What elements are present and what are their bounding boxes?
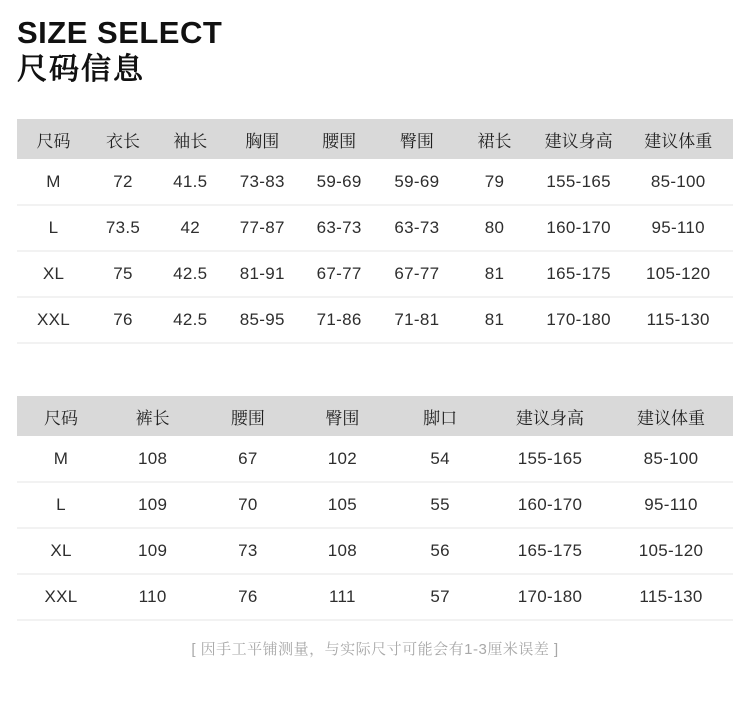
column-header: 建议体重 (609, 396, 733, 436)
table-row (17, 251, 733, 297)
table-cell: 155-165 (491, 436, 609, 482)
table-cell: 81-91 (225, 251, 300, 297)
table-cell: 73.5 (90, 205, 156, 251)
column-header: 建议体重 (623, 119, 733, 159)
column-header: 建议身高 (534, 119, 624, 159)
table-row (17, 205, 733, 251)
table-cell: 81 (455, 297, 534, 343)
table-cell: 105-120 (623, 251, 733, 297)
table-cell: 70 (200, 482, 295, 528)
table-row (17, 574, 733, 620)
table-row (17, 297, 733, 343)
table-cell: XL (17, 528, 105, 574)
table-cell: 95-110 (609, 482, 733, 528)
table-cell: 73-83 (225, 159, 300, 205)
table-header-row (17, 119, 733, 159)
table-cell: 63-73 (379, 205, 456, 251)
table-cell: 67-77 (300, 251, 379, 297)
table-cell: 155-165 (534, 159, 624, 205)
table-cell: 160-170 (491, 482, 609, 528)
table-cell: 42.5 (156, 251, 225, 297)
column-header: 臀围 (296, 396, 390, 436)
table-cell: 109 (105, 528, 200, 574)
table-cell: 75 (90, 251, 156, 297)
table-cell: 42 (156, 205, 225, 251)
page-title-en: SIZE SELECT (17, 15, 223, 50)
table-cell: 67 (200, 436, 295, 482)
tops-size-table (17, 119, 733, 344)
table-cell: 72 (90, 159, 156, 205)
table-cell: 77-87 (225, 205, 300, 251)
table-cell: 42.5 (156, 297, 225, 343)
table-cell: 59-69 (379, 159, 456, 205)
table-cell: 109 (105, 482, 200, 528)
table-cell: 170-180 (491, 574, 609, 620)
table-cell: 79 (455, 159, 534, 205)
column-header: 裙长 (455, 119, 534, 159)
table-cell: 160-170 (534, 205, 624, 251)
table-cell: 41.5 (156, 159, 225, 205)
table-cell: 165-175 (534, 251, 624, 297)
table-cell: 54 (389, 436, 491, 482)
table-cell: 110 (105, 574, 200, 620)
table-row (17, 482, 733, 528)
column-header: 尺码 (17, 119, 90, 159)
table-cell: 108 (105, 436, 200, 482)
table-cell: 111 (296, 574, 390, 620)
table-cell: XL (17, 251, 90, 297)
table-cell: 105-120 (609, 528, 733, 574)
table-header-row (17, 396, 733, 436)
column-header: 胸围 (225, 119, 300, 159)
table-cell: 85-100 (623, 159, 733, 205)
table-cell: 115-130 (623, 297, 733, 343)
table-cell: 59-69 (300, 159, 379, 205)
column-header: 衣长 (90, 119, 156, 159)
table-cell: 108 (296, 528, 390, 574)
table-cell: 85-95 (225, 297, 300, 343)
table-cell: 71-86 (300, 297, 379, 343)
column-header: 尺码 (17, 396, 105, 436)
page-title-zh: 尺码信息 (17, 53, 145, 87)
table-cell: 55 (389, 482, 491, 528)
table-cell: 85-100 (609, 436, 733, 482)
table-cell: M (17, 159, 90, 205)
table-row (17, 528, 733, 574)
table-cell: 80 (455, 205, 534, 251)
table-cell: 115-130 (609, 574, 733, 620)
table-cell: 170-180 (534, 297, 624, 343)
column-header: 腰围 (300, 119, 379, 159)
column-header: 臀围 (379, 119, 456, 159)
column-header: 裤长 (105, 396, 200, 436)
table-row (17, 436, 733, 482)
pants-size-table (17, 396, 733, 621)
table-cell: 71-81 (379, 297, 456, 343)
table-cell: 105 (296, 482, 390, 528)
table-cell: 102 (296, 436, 390, 482)
page-header (17, 16, 733, 86)
column-header: 建议身高 (491, 396, 609, 436)
table-cell: 95-110 (623, 205, 733, 251)
column-header: 脚口 (389, 396, 491, 436)
table-cell: 57 (389, 574, 491, 620)
table-row (17, 159, 733, 205)
measurement-disclaimer: [ 因手工平铺测量，与实际尺寸可能会有1-3厘米误差 ] (191, 641, 559, 659)
table-cell: 76 (90, 297, 156, 343)
table-cell: XXL (17, 297, 90, 343)
table-cell: L (17, 205, 90, 251)
table-cell: 81 (455, 251, 534, 297)
table-cell: XXL (17, 574, 105, 620)
table-cell: 73 (200, 528, 295, 574)
table-cell: 165-175 (491, 528, 609, 574)
column-header: 腰围 (200, 396, 295, 436)
column-header: 袖长 (156, 119, 225, 159)
table-cell: 76 (200, 574, 295, 620)
table-cell: 56 (389, 528, 491, 574)
table-cell: L (17, 482, 105, 528)
table-cell: 63-73 (300, 205, 379, 251)
table-cell: M (17, 436, 105, 482)
table-cell: 67-77 (379, 251, 456, 297)
